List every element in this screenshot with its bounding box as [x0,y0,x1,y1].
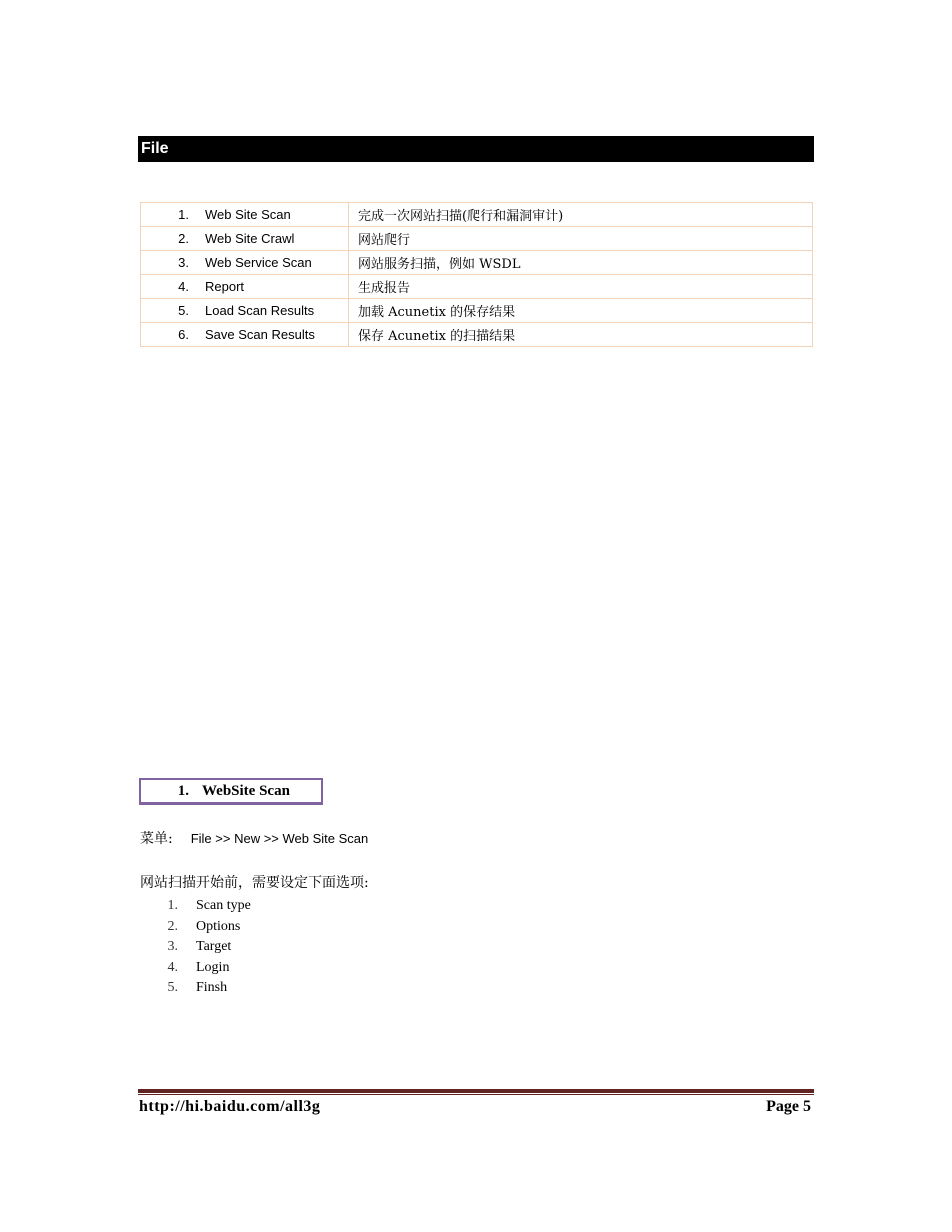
table-row [141,227,813,251]
table-row [141,203,813,227]
subsection-heading [139,778,323,805]
intro-paragraph: 网站扫描开始前，需要设定下面选项: [140,875,369,891]
step-label: Login [196,959,230,975]
item-number: 4. [178,279,189,294]
list-item [140,937,251,958]
table-row [141,323,813,347]
item-label: Report [205,279,245,294]
item-number: 5. [178,303,189,318]
item-description: 加载 Acunetix 的保存结果 [349,299,813,323]
list-item [140,896,251,917]
footer-url: http://hi.baidu.com/all3g [139,1098,321,1115]
table-row [141,275,813,299]
table-row [141,251,813,275]
step-number: 1. [167,898,178,913]
step-number: 3. [167,939,178,954]
step-number: 5. [167,980,178,995]
footer-rule-thick [138,1089,814,1093]
menu-path-line [140,828,368,850]
step-label: Finsh [196,980,228,995]
item-number: 2. [178,231,189,246]
footer-rule-thin [138,1094,814,1095]
item-description: 保存 Acunetix 的扫描结果 [349,323,813,347]
item-description: 生成报告 [349,275,813,299]
list-item [140,917,251,938]
item-number: 6. [178,327,189,342]
subsection-number: 1. [177,783,189,799]
step-number: 2. [167,918,178,934]
item-label: Load Scan Results [205,303,315,318]
footer-page-number: Page 5 [766,1098,811,1115]
list-item [140,958,251,979]
section-title-bar: File [138,136,814,162]
item-number: 3. [178,255,189,270]
subsection-title: WebSite Scan [202,783,290,799]
item-label: Web Service Scan [205,255,312,270]
item-label: Save Scan Results [205,327,315,342]
item-description: 完成一次网站扫描(爬行和漏洞审计) [349,203,813,227]
table-row [141,299,813,323]
step-label: Scan type [196,898,251,913]
step-number: 4. [167,959,178,975]
steps-list [140,896,251,999]
list-item [140,978,251,999]
menu-path-label: 菜单: [140,831,173,847]
item-description: 网站服务扫描，例如 WSDL [349,251,813,275]
item-description: 网站爬行 [349,227,813,251]
step-label: Options [196,918,241,934]
item-label: Web Site Scan [205,207,291,222]
step-label: Target [196,939,232,954]
item-number: 1. [178,207,189,222]
menu-path: File >> New >> Web Site Scan [190,831,369,846]
item-label: Web Site Crawl [205,231,295,246]
file-menu-table [140,202,813,347]
